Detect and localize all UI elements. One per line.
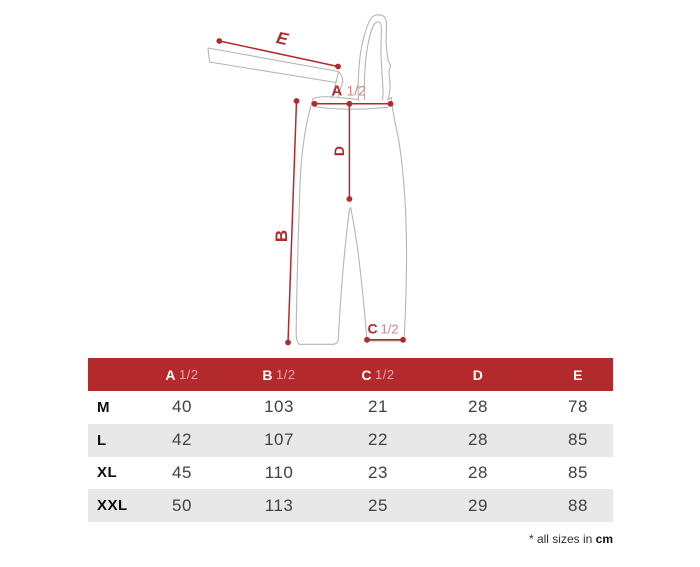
units-footnote [88, 532, 613, 546]
measurement-value: 23 [368, 462, 388, 482]
measure-dot [364, 337, 370, 343]
measure-dot [388, 101, 394, 107]
measurement-value: 110 [264, 462, 294, 482]
measurement-value: 45 [172, 462, 192, 482]
table-row [88, 489, 613, 522]
header-cell-e [528, 358, 613, 391]
measurement-value: 85 [568, 430, 588, 450]
label-c: C [367, 320, 378, 337]
label-b: B [272, 229, 291, 243]
measurement-value: 28 [468, 430, 488, 450]
column-fraction: 1/2 [179, 367, 199, 382]
footnote-unit: cm [595, 532, 613, 546]
size-label: L [97, 431, 107, 449]
measurement-value: 25 [368, 495, 388, 515]
measurement-value: 88 [568, 495, 588, 515]
measure-dot [285, 340, 291, 346]
measurement-labels [272, 28, 399, 336]
column-letter: A [165, 366, 177, 383]
measure-dot [294, 98, 300, 104]
header-cell-d [428, 358, 528, 391]
size-label: M [97, 398, 110, 416]
garment-outline [208, 15, 406, 344]
measurement-value: 113 [264, 495, 294, 515]
table-row [88, 391, 613, 424]
measure-dot [400, 337, 406, 343]
measurement-value: 107 [264, 430, 294, 450]
measurement-value: 85 [568, 462, 588, 482]
measure-dot [347, 196, 353, 202]
header-cell-empty [88, 358, 134, 391]
measurement-value: 50 [172, 495, 192, 515]
size-label: XL [97, 464, 118, 482]
pants-body-outline [296, 98, 406, 345]
size-table [88, 358, 613, 522]
header-cell-b [230, 358, 328, 391]
label-a: A [331, 82, 343, 100]
measurement-value: 29 [468, 495, 488, 515]
measure-dot [216, 38, 222, 44]
column-letter: D [472, 366, 484, 383]
measure-dot [312, 101, 318, 107]
table-row [88, 424, 613, 457]
header-cell-c [328, 358, 428, 391]
table-header-row [88, 358, 613, 391]
column-fraction: 1/2 [375, 367, 395, 382]
label-a-fraction: 1/2 [346, 82, 366, 99]
measurement-value: 78 [568, 397, 588, 417]
label-c-fraction: 1/2 [380, 321, 399, 337]
measurement-value: 28 [468, 397, 488, 417]
label-d: D [331, 145, 347, 157]
table-row [88, 457, 613, 490]
measurement-value: 21 [368, 397, 388, 417]
label-e: E [274, 28, 290, 50]
footnote-text: * all sizes in [528, 532, 596, 546]
back-strap-loop-inner [364, 22, 383, 100]
column-letter: C [361, 366, 373, 383]
measurement-value: 28 [468, 462, 488, 482]
measure-dot [335, 64, 341, 70]
measurement-value: 103 [264, 397, 294, 417]
size-label: XXL [97, 497, 128, 515]
measure-line-b [288, 101, 297, 343]
measurement-value: 22 [368, 430, 388, 450]
waistband-seam [314, 107, 388, 110]
column-letter: B [262, 366, 274, 383]
measurement-value: 42 [172, 430, 192, 450]
measurement-marks [216, 38, 405, 345]
column-fraction: 1/2 [276, 367, 296, 382]
column-letter: E [573, 366, 583, 383]
header-cell-a [134, 358, 230, 391]
measurement-value: 40 [172, 397, 192, 417]
